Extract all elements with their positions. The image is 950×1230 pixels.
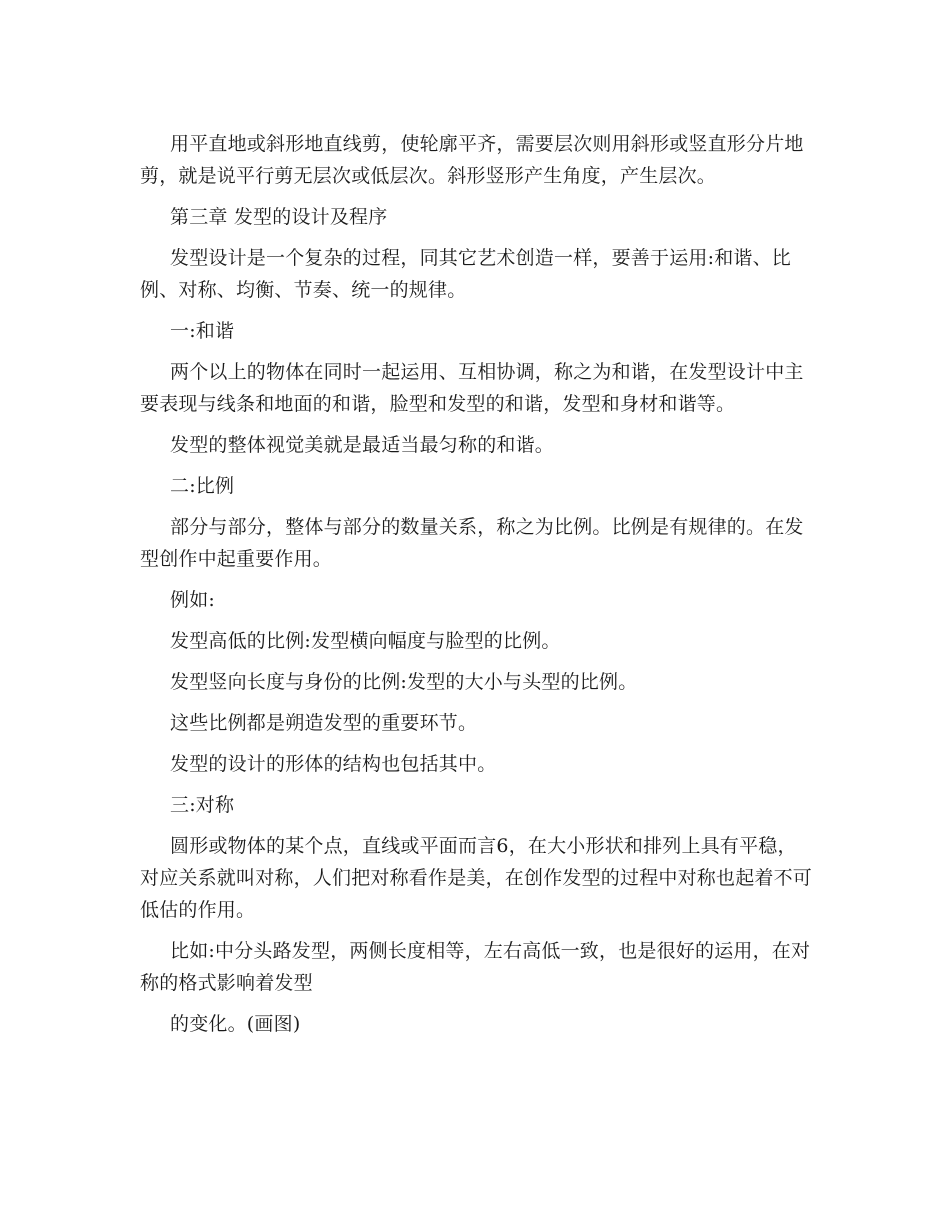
paragraph-proportion-structure: 发型的设计的形体的结构也包括其中。: [170, 753, 497, 775]
paragraph-symmetry-continued: 的变化。(画图): [170, 1013, 301, 1035]
paragraph-proportion-height: 发型高低的比例:发型横向幅度与脸型的比例。: [170, 630, 561, 652]
document-body: [140, 128, 812, 1049]
paragraph-example-label: 例如:: [170, 589, 216, 611]
paragraph-design-intro: 发型设计是一个复杂的过程，同其它艺术创造一样，要善于运用:和谐、比例、对称、均衡、节奏、统一的规律。: [140, 247, 792, 301]
section-heading-proportion: 二:比例: [170, 475, 235, 497]
paragraph-symmetry-example: 比如:中分头路发型，两侧长度相等，左右高低一致，也是很好的运用，在对称的格式影响着发型: [140, 940, 811, 994]
paragraph-proportion-definition: 部分与部分，整体与部分的数量关系，称之为比例。比例是有规律的。在发型创作中起重要作用。: [140, 516, 804, 570]
paragraph-symmetry-definition: 圆形或物体的某个点，直线或平面而言6，在大小形状和排列上具有平稳，对应关系就叫对称，人们把对称看作是美，在创作发型的过程中对称也起着不可低估的作用。: [140, 835, 813, 921]
paragraph-harmony-visual: 发型的整体视觉美就是最适当最匀称的和谐。: [170, 434, 555, 456]
paragraph-proportion-length: 发型竖向长度与身份的比例:发型的大小与头型的比例。: [170, 671, 638, 693]
section-heading-harmony: 一:和谐: [170, 320, 235, 342]
paragraph-harmony-definition: 两个以上的物体在同时一起运用、互相协调，称之为和谐，在发型设计中主要表现与线条和地面的和谐，脸型和发型的和谐，发型和身材和谐等。: [140, 361, 804, 415]
paragraph-layering-cut: 用平直地或斜形地直线剪，使轮廓平齐，需要层次则用斜形或竖直形分片地剪，就是说平行剪无层次或低层次。斜形竖形产生角度，产生层次。: [140, 133, 804, 187]
section-heading-symmetry: 三:对称: [170, 794, 235, 816]
paragraph-proportion-importance: 这些比例都是朔造发型的重要环节。: [170, 712, 478, 734]
chapter-heading: 第三章 发型的设计及程序: [170, 206, 388, 228]
